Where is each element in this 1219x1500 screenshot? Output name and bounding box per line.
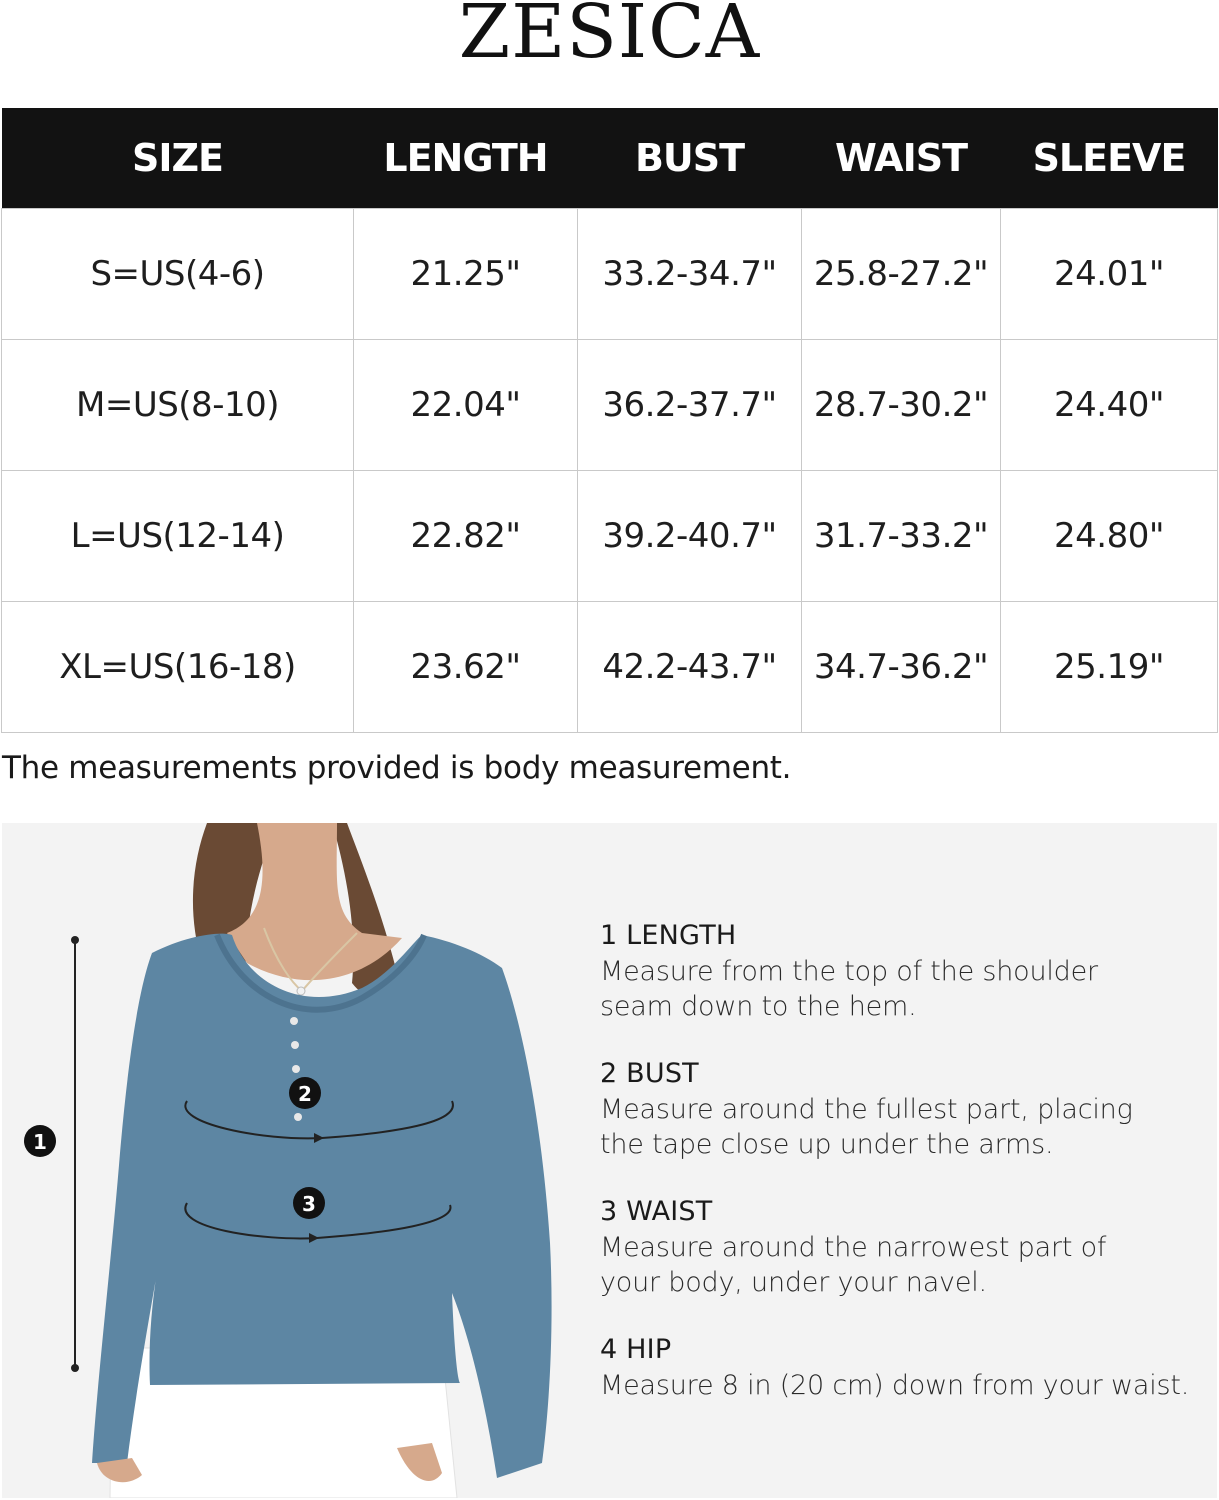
length-start-dot [71, 936, 79, 944]
header-size: SIZE [2, 108, 354, 209]
cell-length: 22.04" [354, 340, 578, 471]
guide-text-line: your body, under your navel. [600, 1267, 987, 1298]
guide-bust [600, 1056, 1200, 1162]
marker-bust [289, 1077, 321, 1109]
guide-text-line: the tape close up under the arms. [600, 1129, 1054, 1160]
marker-length [24, 1125, 56, 1157]
table-header-row [2, 108, 1218, 209]
cell-waist: 28.7-30.2" [802, 340, 1001, 471]
table-row [2, 471, 1218, 602]
cell-sleeve: 24.40" [1001, 340, 1218, 471]
marker-label: 1 [33, 1130, 47, 1154]
guide-title: 3 WAIST [600, 1196, 713, 1227]
shirt-button [294, 1113, 302, 1121]
guide-text-line: Measure from the top of the shoulder [600, 956, 1098, 987]
size-chart-table [1, 108, 1218, 733]
header-length: LENGTH [354, 108, 578, 209]
cell-length: 23.62" [354, 602, 578, 733]
shirt-button [292, 1065, 300, 1073]
cell-sleeve: 24.80" [1001, 471, 1218, 602]
marker-label: 2 [298, 1082, 312, 1106]
necklace-pendant [297, 987, 305, 995]
cell-waist: 31.7-33.2" [802, 471, 1001, 602]
cell-bust: 39.2-40.7" [578, 471, 802, 602]
header-sleeve: SLEEVE [1001, 108, 1218, 209]
marker-waist [293, 1187, 325, 1219]
measurement-note: The measurements provided is body measurement. [2, 750, 792, 786]
measurement-guide-panel [2, 823, 1217, 1498]
marker-label: 3 [302, 1192, 316, 1216]
header-bust: BUST [578, 108, 802, 209]
cell-bust: 42.2-43.7" [578, 602, 802, 733]
guide-text-line: Measure around the narrowest part of [600, 1232, 1107, 1263]
guide-hip [600, 1332, 1200, 1403]
cell-waist: 25.8-27.2" [802, 209, 1001, 340]
guide-length [600, 918, 1200, 1024]
length-end-dot [71, 1364, 79, 1372]
guide-waist [600, 1194, 1200, 1300]
guide-text-line: Measure 8 in (20 cm) down from your waist. [600, 1370, 1190, 1401]
header-waist: WAIST [802, 108, 1001, 209]
cell-bust: 36.2-37.7" [578, 340, 802, 471]
table-row [2, 209, 1218, 340]
model-figure [2, 823, 602, 1498]
guide-title: 1 LENGTH [600, 920, 737, 951]
cell-sleeve: 25.19" [1001, 602, 1218, 733]
table-row [2, 340, 1218, 471]
guide-text-line: seam down to the hem. [600, 991, 917, 1022]
cell-sleeve: 24.01" [1001, 209, 1218, 340]
guide-text-line: Measure around the fullest part, placing [600, 1094, 1133, 1125]
measurement-instructions [600, 918, 1200, 1435]
cell-length: 22.82" [354, 471, 578, 602]
brand-logo: ZESICA [458, 0, 761, 75]
cell-size: M=US(8-10) [2, 340, 354, 471]
cell-bust: 33.2-34.7" [578, 209, 802, 340]
guide-title: 4 HIP [600, 1334, 672, 1365]
cell-size: S=US(4-6) [2, 209, 354, 340]
cell-size: XL=US(16-18) [2, 602, 354, 733]
guide-title: 2 BUST [600, 1058, 699, 1089]
shirt-button [291, 1041, 299, 1049]
shirt-button [290, 1017, 298, 1025]
cell-size: L=US(12-14) [2, 471, 354, 602]
cell-waist: 34.7-36.2" [802, 602, 1001, 733]
cell-length: 21.25" [354, 209, 578, 340]
table-row [2, 602, 1218, 733]
